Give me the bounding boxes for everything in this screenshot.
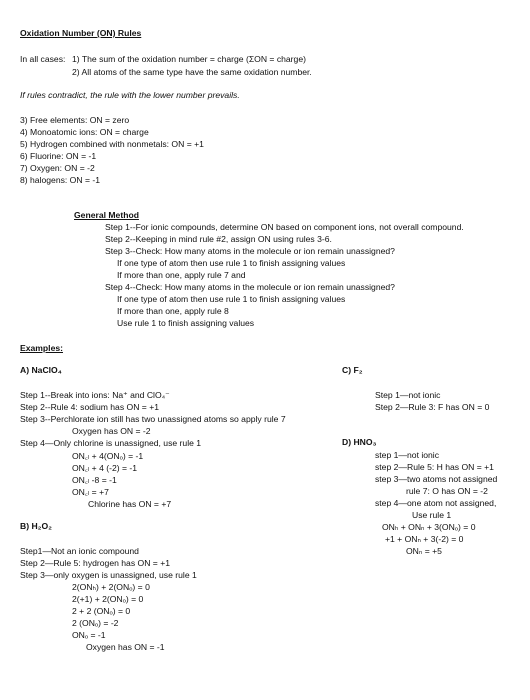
example-a-result: Chlorine has ON = +7 bbox=[88, 499, 172, 509]
method-line: Use rule 1 to finish assigning values bbox=[117, 318, 255, 328]
method-line: Step 1--For ionic compounds, determine ON based on component ions, not overall compound. bbox=[105, 222, 464, 232]
method-line: Step 2--Keeping in mind rule #2, assign ON using rules 3-6. bbox=[105, 234, 332, 244]
method-line: Step 3--Check: How many atoms in the molecule or ion remain unassigned? bbox=[105, 246, 395, 256]
example-d-line: step 1—not ionic bbox=[375, 450, 440, 460]
examples-heading: Examples: bbox=[20, 343, 63, 353]
contradict-note: If rules contradict, the rule with the lower number prevails. bbox=[20, 90, 240, 100]
method-line: If more than one, apply rule 8 bbox=[117, 306, 229, 316]
example-b-math: 2(ONₕ) + 2(ONₒ) = 0 bbox=[72, 582, 150, 592]
rule-3: 3) Free elements: ON = zero bbox=[20, 115, 130, 125]
example-c-step: Step 2—Rule 3: F has ON = 0 bbox=[375, 402, 490, 412]
example-d-line: rule 7: O has ON = -2 bbox=[406, 486, 488, 496]
example-d-heading: D) HNO₃ bbox=[342, 437, 377, 447]
example-a-step: Step 3--Perchlorate ion still has two unassigned atoms so apply rule 7 bbox=[20, 414, 286, 424]
example-c-step: Step 1—not ionic bbox=[375, 390, 441, 400]
example-b-step: Step 3—only oxygen is unassigned, use rule 1 bbox=[20, 570, 197, 580]
all-cases-label: In all cases: bbox=[20, 54, 66, 64]
rule-6: 6) Fluorine: ON = -1 bbox=[20, 151, 97, 161]
example-b-step: Step1—Not an ionic compound bbox=[20, 546, 139, 556]
example-b-math: 2 + 2 (ONₒ) = 0 bbox=[72, 606, 131, 616]
example-d-line: step 3—two atoms not assigned bbox=[375, 474, 498, 484]
rule-4: 4) Monoatomic ions: ON = charge bbox=[20, 127, 149, 137]
example-a-math: ON꜀ₗ = +7 bbox=[72, 487, 109, 497]
example-b-result: Oxygen has ON = -1 bbox=[86, 642, 165, 652]
example-d-line: ONₕ + ONₙ + 3(ONₒ) = 0 bbox=[382, 522, 476, 532]
example-b-step: Step 2—Rule 5: hydrogen has ON = +1 bbox=[20, 558, 171, 568]
example-a-step: Oxygen has ON = -2 bbox=[72, 426, 151, 436]
example-d-line: Use rule 1 bbox=[412, 510, 452, 520]
method-line: Step 4--Check: How many atoms in the molecule or ion remain unassigned? bbox=[105, 282, 395, 292]
rule-7: 7) Oxygen: ON = -2 bbox=[20, 163, 95, 173]
example-a-heading: A) NaClO₄ bbox=[20, 365, 62, 375]
example-b-math: ONₒ = -1 bbox=[72, 630, 106, 640]
example-a-step: Step 2--Rule 4: sodium has ON = +1 bbox=[20, 402, 160, 412]
example-d-line: +1 + ONₙ + 3(-2) = 0 bbox=[385, 534, 464, 544]
example-a-math: ON꜀ₗ -8 = -1 bbox=[72, 475, 117, 485]
general-method-heading: General Method bbox=[74, 210, 139, 220]
method-line: If more than one, apply rule 7 and bbox=[117, 270, 246, 280]
example-d-line: ONₙ = +5 bbox=[406, 546, 442, 556]
example-b-math: 2 (ONₒ) = -2 bbox=[72, 618, 119, 628]
example-a-step: Step 1--Break into ions: Na⁺ and ClO₄⁻ bbox=[20, 390, 170, 400]
rule-8: 8) halogens: ON = -1 bbox=[20, 175, 101, 185]
example-b-math: 2(+1) + 2(ONₒ) = 0 bbox=[72, 594, 144, 604]
method-line: If one type of atom then use rule 1 to finish assigning values bbox=[117, 294, 346, 304]
rule-2: 2) All atoms of the same type have the same oxidation number. bbox=[72, 67, 312, 77]
example-a-math: ON꜀ₗ + 4 (-2) = -1 bbox=[72, 463, 138, 473]
rule-1: 1) The sum of the oxidation number = charge (ΣON = charge) bbox=[72, 54, 306, 64]
rule-5: 5) Hydrogen combined with nonmetals: ON = +1 bbox=[20, 139, 204, 149]
example-c-heading: C) F₂ bbox=[342, 365, 363, 375]
example-a-step: Step 4—Only chlorine is unassigned, use rule 1 bbox=[20, 438, 202, 448]
example-d-line: step 4—one atom not assigned, bbox=[375, 498, 497, 508]
example-a-math: ON꜀ₗ + 4(ONₒ) = -1 bbox=[72, 451, 144, 461]
page-title: Oxidation Number (ON) Rules bbox=[20, 28, 142, 38]
example-b-heading: B) H₂O₂ bbox=[20, 521, 52, 531]
example-d-line: step 2—Rule 5: H has ON = +1 bbox=[375, 462, 494, 472]
method-line: If one type of atom then use rule 1 to finish assigning values bbox=[117, 258, 346, 268]
